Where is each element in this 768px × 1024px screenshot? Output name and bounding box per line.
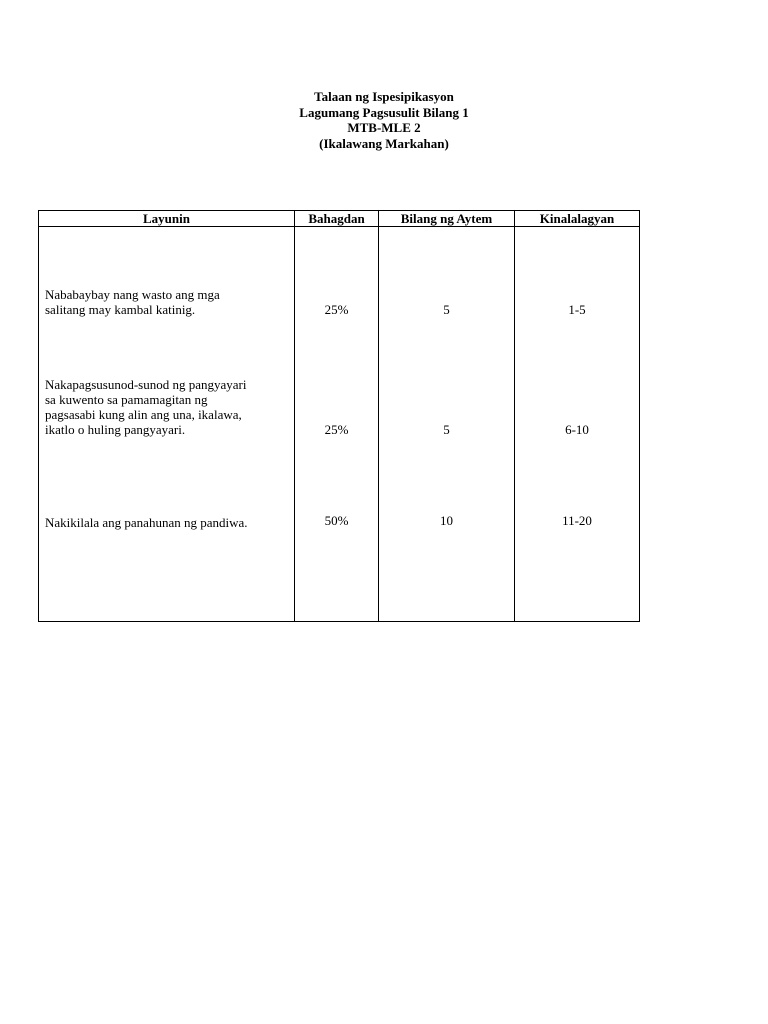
title-line-2: Lagumang Pagsusulit Bilang 1 <box>299 104 469 120</box>
document-title <box>0 89 768 151</box>
layunin-line: salitang may kambal katinig. <box>45 302 196 317</box>
bahagdan-value-3: 50% <box>324 513 349 528</box>
header-bilang-ng-aytem: Bilang ng Aytem <box>379 211 515 227</box>
table-header-row <box>39 211 640 227</box>
header-layunin: Layunin <box>39 211 295 227</box>
kinalalagyan-value-3: 11-20 <box>562 513 592 528</box>
layunin-line: Nababaybay nang wasto ang mga <box>45 287 220 302</box>
layunin-cell <box>39 227 295 622</box>
layunin-line: Nakapagsusunod-sunod ng pangyayari <box>45 377 247 392</box>
kinalalagyan-value-2: 6-10 <box>565 422 589 437</box>
kinalalagyan-cell <box>515 227 640 622</box>
title-line-3: MTB-MLE 2 <box>347 120 421 135</box>
bilang-cell <box>379 227 515 622</box>
specification-table <box>38 210 640 622</box>
bilang-value-2: 5 <box>443 422 450 437</box>
title-line-4: (Ikalawang Markahan) <box>319 135 449 151</box>
layunin-item-3 <box>45 515 290 530</box>
layunin-line: sa kuwento sa pamamagitan ng <box>45 392 208 407</box>
layunin-line: pagsasabi kung alin ang una, ikalawa, <box>45 407 242 422</box>
layunin-line: ikatlo o huling pangyayari. <box>45 422 186 437</box>
table-body-row <box>39 227 640 622</box>
bilang-value-3: 10 <box>440 513 453 528</box>
header-kinalalagyan: Kinalalagyan <box>515 211 640 227</box>
bahagdan-value-2: 25% <box>324 422 349 437</box>
layunin-item-2 <box>45 377 290 437</box>
header-bahagdan: Bahagdan <box>295 211 379 227</box>
bahagdan-value-1: 25% <box>324 302 349 317</box>
layunin-item-1 <box>45 287 290 317</box>
kinalalagyan-value-1: 1-5 <box>568 302 586 317</box>
title-line-1: Talaan ng Ispesipikasyon <box>314 89 454 104</box>
bahagdan-cell <box>295 227 379 622</box>
layunin-line: Nakikilala ang panahunan ng pandiwa. <box>45 515 248 530</box>
bilang-value-1: 5 <box>443 302 450 317</box>
